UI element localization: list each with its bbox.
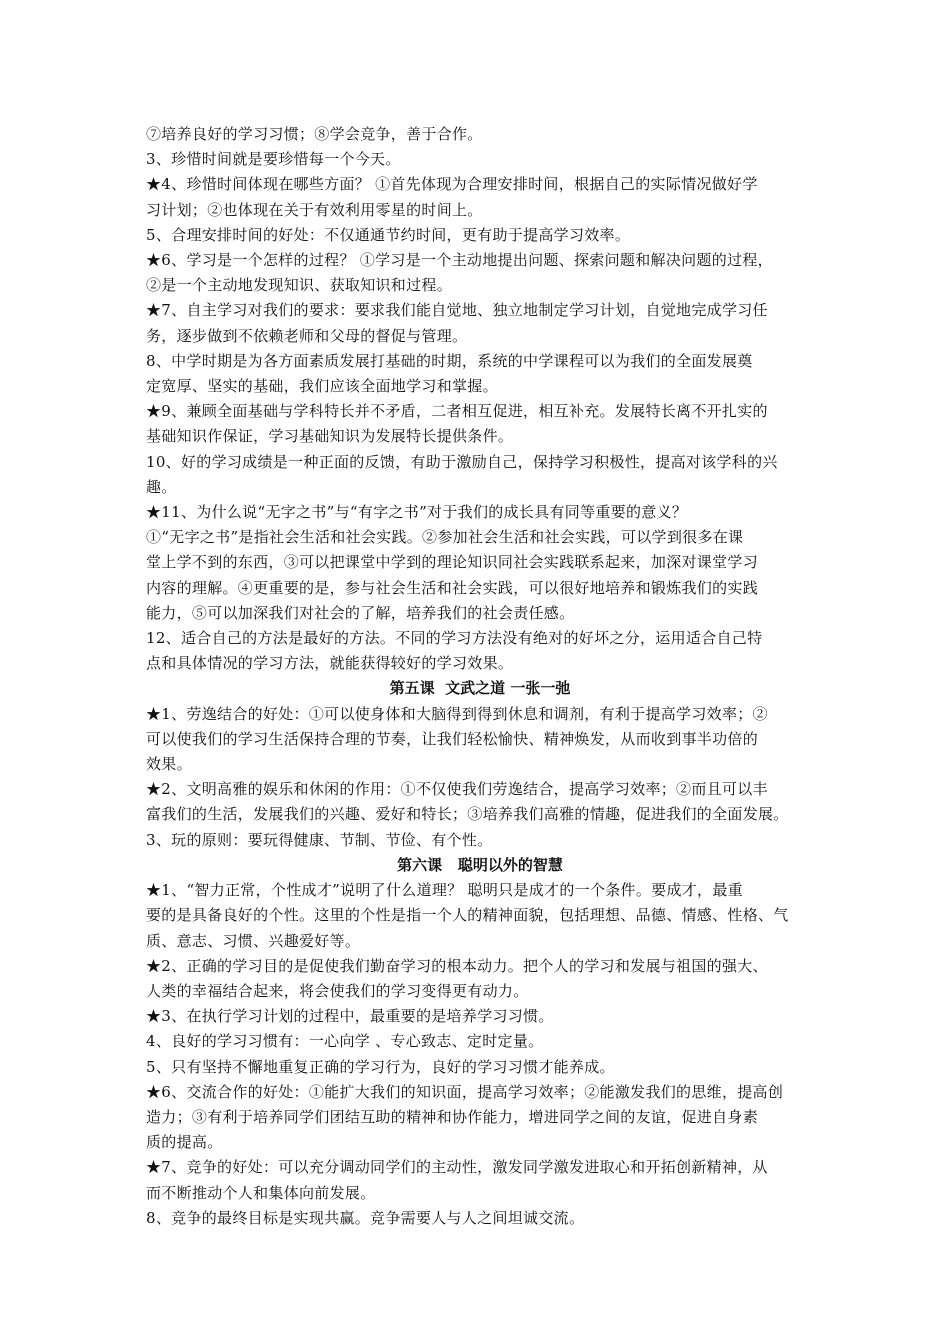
text-line: ★6、学习是一个怎样的过程？ ①学习是一个主动地提出问题、探索问题和解决问题的过程， — [146, 251, 773, 270]
text-line: 而不断推动个人和集体向前发展。 — [146, 1183, 376, 1202]
text-line: 能力，⑤可以加深我们对社会的了解，培养我们的社会责任感。 — [146, 603, 575, 622]
text-line: 8、竞争的最终目标是实现共赢。竞争需要人与人之间坦诚交流。 — [146, 1208, 585, 1227]
text-line: 12、适合自己的方法是最好的方法。不同的学习方法没有绝对的好坏之分，运用适合自己特 — [146, 629, 763, 648]
text-line: ★1、“智力正常，个性成才”说明了什么道理？ 聪明只是成才的一个条件。要成才，最重 — [146, 881, 743, 900]
text-line: ★4、珍惜时间体现在哪些方面？ ①首先体现为合理安排时间，根据自己的实际情况做好学 — [146, 175, 758, 194]
text-line: 4、良好的学习习惯有：一心向学 、专心致志、定时定量。 — [146, 1032, 544, 1051]
section-heading: 第六课 聪明以外的智慧 — [397, 855, 563, 874]
text-line: 可以使我们的学习生活保持合理的节奏，让我们轻松愉快、精神焕发，从而收到事半功倍的 — [146, 729, 759, 748]
section-heading: 第五课 文武之道 一张一弛 — [389, 679, 571, 698]
text-line: 造力；③有利于培养同学们团结互助的精神和协作能力，增进同学之间的友谊，促进自身素 — [146, 1107, 759, 1126]
text-line: 8、中学时期是为各方面素质发展打基础的时期，系统的中学课程可以为我们的全面发展奠 — [146, 351, 753, 370]
text-line: ★9、兼顾全面基础与学科特长并不矛盾，二者相互促进，相互补充。发展特长离不开扎实的 — [146, 402, 768, 421]
text-line: 习计划；②也体现在关于有效利用零星的时间上。 — [146, 200, 483, 219]
text-line: 基础知识作保证，学习基础知识为发展特长提供条件。 — [146, 427, 514, 446]
text-line: 人类的幸福结合起来，将会使我们的学习变得更有动力。 — [146, 981, 529, 1000]
text-line: 内容的理解。④更重要的是，参与社会生活和社会实践，可以很好地培养和锻炼我们的实践 — [146, 578, 759, 597]
text-line: ⑦培养良好的学习习惯；⑧学会竞争，善于合作。 — [146, 125, 483, 143]
text-line: 质、意志、习惯、兴趣爱好等。 — [146, 931, 361, 950]
text-line: 趣。 — [146, 477, 177, 496]
text-line: ★2、文明高雅的娱乐和休闲的作用：①不仅使我们劳逸结合，提高学习效率；②而且可以丰 — [146, 780, 768, 799]
text-line: ★11、为什么说“无字之书”与“有字之书”对于我们的成长具有同等重要的意义？ — [146, 503, 688, 522]
text-line: 5、只有坚持不懈地重复正确的学习行为，良好的学习习惯才能养成。 — [146, 1057, 615, 1076]
text-line: 3、玩的原则：要玩得健康、节制、节俭、有个性。 — [146, 830, 493, 849]
text-line: ★3、在执行学习计划的过程中，最重要的是培养学习习惯。 — [146, 1007, 554, 1026]
text-line: ★7、自主学习对我们的要求：要求我们能自觉地、独立地制定学习计划，自觉地完成学习任 — [146, 301, 768, 320]
text-line: 定宽厚、坚实的基础，我们应该全面地学习和掌握。 — [146, 377, 498, 396]
text-line: ★1、劳逸结合的好处：①可以使身体和大脑得到得到休息和调剂，有利于提高学习效率；② — [146, 704, 768, 723]
text-line: ★2、正确的学习目的是促使我们勤奋学习的根本动力。把个人的学习和发展与祖国的强大、 — [146, 956, 768, 975]
text-line: 务，逐步做到不依赖老师和父母的督促与管理。 — [146, 326, 468, 345]
text-line: 堂上学不到的东西，③可以把课堂中学到的理论知识同社会实践联系起来，加深对课堂学习 — [146, 553, 759, 572]
text-line: ①“无字之书”是指社会生活和社会实践。②参加社会生活和社会实践，可以学到很多在课 — [146, 528, 744, 547]
text-line: ★6、交流合作的好处：①能扩大我们的知识面，提高学习效率；②能激发我们的思维，提高创 — [146, 1082, 784, 1101]
text-line: 要的是具备良好的个性。这里的个性是指一个人的精神面貌，包括理想、品德、情感、性格、气 — [146, 906, 789, 925]
text-line: 效果。 — [146, 755, 192, 774]
text-line: 质的提高。 — [146, 1133, 223, 1152]
text-line: 10、好的学习成绩是一种正面的反馈，有助于激励自己，保持学习积极性，提高对该学科的兴 — [146, 452, 778, 471]
text-line: 点和具体情况的学习方法，就能获得较好的学习效果。 — [146, 654, 514, 673]
text-line: 3、珍惜时间就是要珍惜每一个今天。 — [146, 150, 401, 169]
text-line: ★7、竞争的好处：可以充分调动同学们的主动性，激发同学激发进取心和开拓创新精神，从 — [146, 1158, 768, 1177]
text-line: ②是一个主动地发现知识、获取知识和过程。 — [146, 276, 453, 295]
document-body — [146, 122, 814, 1231]
text-line: 富我们的生活，发展我们的兴趣、爱好和特长；③培养我们高雅的情趣，促进我们的全面发展。 — [146, 805, 789, 824]
text-line: 5、合理安排时间的好处：不仅通通节约时间，更有助于提高学习效率。 — [146, 225, 631, 244]
